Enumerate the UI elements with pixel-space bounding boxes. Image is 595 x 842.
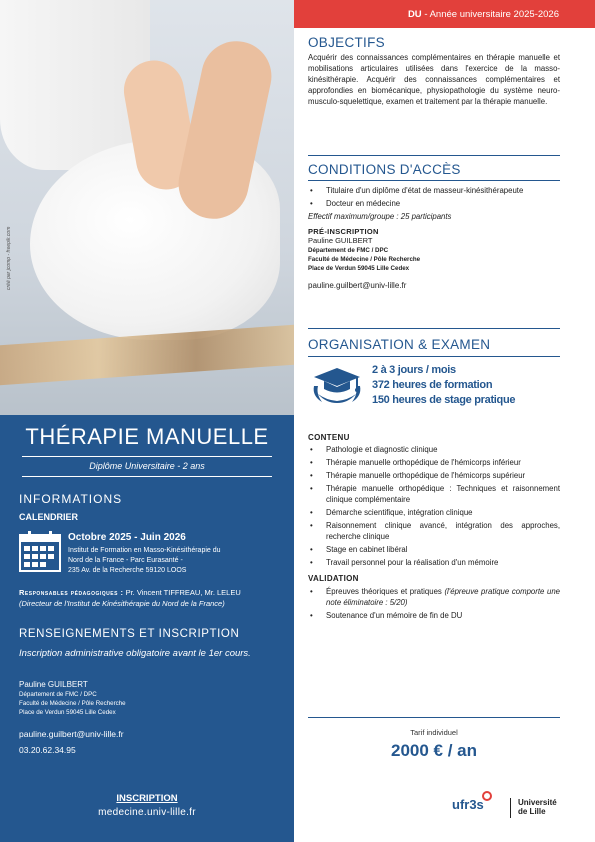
organisation-heading: ORGANISATION & EXAMEN — [308, 337, 491, 352]
inscription-label: INSCRIPTION — [116, 793, 178, 804]
divider — [308, 717, 560, 718]
ufr3s-logo: ufr3s — [452, 797, 484, 812]
informations-heading: INFORMATIONS — [19, 492, 123, 506]
validation-heading: VALIDATION — [308, 574, 359, 583]
contenu-heading: CONTENU — [308, 433, 350, 442]
responsables-label: Responsables pédagogiques : — [19, 588, 124, 597]
conditions-heading: CONDITIONS D'ACCÈS — [308, 162, 461, 177]
responsables — [19, 587, 279, 609]
conditions-section — [308, 162, 560, 177]
contact-phone: 03.20.62.34.95 — [19, 745, 76, 755]
du-label: DU — [407, 9, 422, 20]
responsables-names: Pr. Vincent TIFFREAU, Mr. LELEU — [123, 588, 241, 597]
validation-list — [308, 586, 560, 621]
list-item: • Soutenance d'un mémoire de fin de DU — [308, 610, 560, 621]
renseignements-text: Inscription administrative obligatoire avant le 1er cours. — [19, 648, 251, 659]
contenu-section — [308, 433, 560, 623]
photo-credit: créé par jcomp - freepik.com — [6, 226, 12, 290]
organisation-details: 2 à 3 jours / mois 372 heures de formation 150 heures de stage pratique — [372, 364, 516, 406]
contact-email-link[interactable]: pauline.guilbert@univ-lille.fr — [19, 729, 124, 739]
preinscription-name: Pauline GUILBERT — [308, 236, 373, 245]
divider — [308, 356, 560, 357]
responsables-role: (Directeur de l'Institut de Kinésithérapie du Nord de la France) — [19, 599, 225, 608]
contact-block: Pauline GUILBERT Département de FMC / DPC Faculté de Médecine / Pôle Recherche Place de Verdun 59045 Lille Cedex — [19, 680, 126, 716]
inscription-url-link[interactable]: medecine.univ-lille.fr — [98, 807, 196, 818]
renseignements-heading: RENSEIGNEMENTS ET INSCRIPTION — [19, 628, 240, 640]
divider — [308, 180, 560, 181]
effectif-note: Effectif maximum/groupe : 25 participants — [308, 212, 452, 221]
objectifs-heading: OBJECTIFS — [308, 35, 385, 50]
contenu-list — [308, 444, 560, 568]
list-item: • Pathologie et diagnostic clinique — [308, 444, 560, 455]
divider — [308, 155, 560, 156]
objectifs-section — [308, 35, 560, 107]
logo-divider — [510, 798, 511, 818]
hero-photo — [0, 0, 294, 415]
objectifs-text: Acquérir des connaissances complémentaires en thérapie manuelle et mobilisations articulaires utilisées dans l'exercice de la masso-kinésithérapie. Acquérir des connaissances complémentaires et approfondies en biomécanique, physiopathologie du système neuro-musculo-squelettique, examen et traitement par la thérapie manuelle. — [308, 53, 560, 106]
list-item: • Épreuves théoriques et pratiques (l'épreuve pratique comporte une note éliminatoire : 5/20) — [308, 586, 560, 608]
list-item: • Titulaire d'un diplôme d'état de masseur-kinésithérapeute — [308, 185, 560, 196]
list-item: • Thérapie manuelle orthopédique de l'hémicorps inférieur — [308, 457, 560, 468]
calendar-icon — [19, 530, 61, 572]
preinscription-heading: PRÉ-INSCRIPTION — [308, 227, 379, 236]
academic-year: - Année universitaire 2025-2026 — [424, 9, 559, 20]
list-item: • Docteur en médecine — [308, 198, 560, 209]
tarif-price: 2000 € / an — [390, 741, 477, 760]
top-banner — [294, 0, 595, 28]
list-item: • Stage en cabinet libéral — [308, 544, 560, 555]
title-rule-top — [22, 456, 272, 457]
title-rule-bottom — [22, 476, 272, 477]
tarif-label: Tarif individuel — [410, 728, 458, 737]
preinscription-email-link[interactable]: pauline.guilbert@univ-lille.fr — [308, 280, 407, 290]
institute-address: Institut de Formation en Masso-Kinésithérapie du Nord de la France - Parc Eurasanté - 235 Av. de la Recherche 59120 LOOS — [68, 547, 221, 574]
list-item: • Raisonnement clinique avancé, intégration des approches, recherche clinique — [308, 520, 560, 542]
calendar-dates: Octobre 2025 - Juin 2026 — [68, 532, 186, 543]
program-title: THÉRAPIE MANUELLE — [25, 424, 269, 449]
list-item: • Thérapie manuelle orthopédique : Techniques et raisonnement clinique complémentaire — [308, 483, 560, 505]
conditions-list — [308, 185, 560, 209]
calendrier-heading: CALENDRIER — [19, 512, 79, 522]
graduation-cap-icon — [308, 364, 366, 404]
list-item: • Démarche scientifique, intégration clinique — [308, 507, 560, 518]
contact-name: Pauline GUILBERT — [19, 680, 88, 689]
divider — [308, 328, 560, 329]
list-item: • Travail personnel pour la réalisation d'un mémoire — [308, 557, 560, 568]
universite-lille-logo: Université de Lille — [518, 798, 557, 816]
program-subtitle: Diplôme Universitaire - 2 ans — [89, 461, 205, 471]
list-item: • Thérapie manuelle orthopédique de l'hémicorps supérieur — [308, 470, 560, 481]
